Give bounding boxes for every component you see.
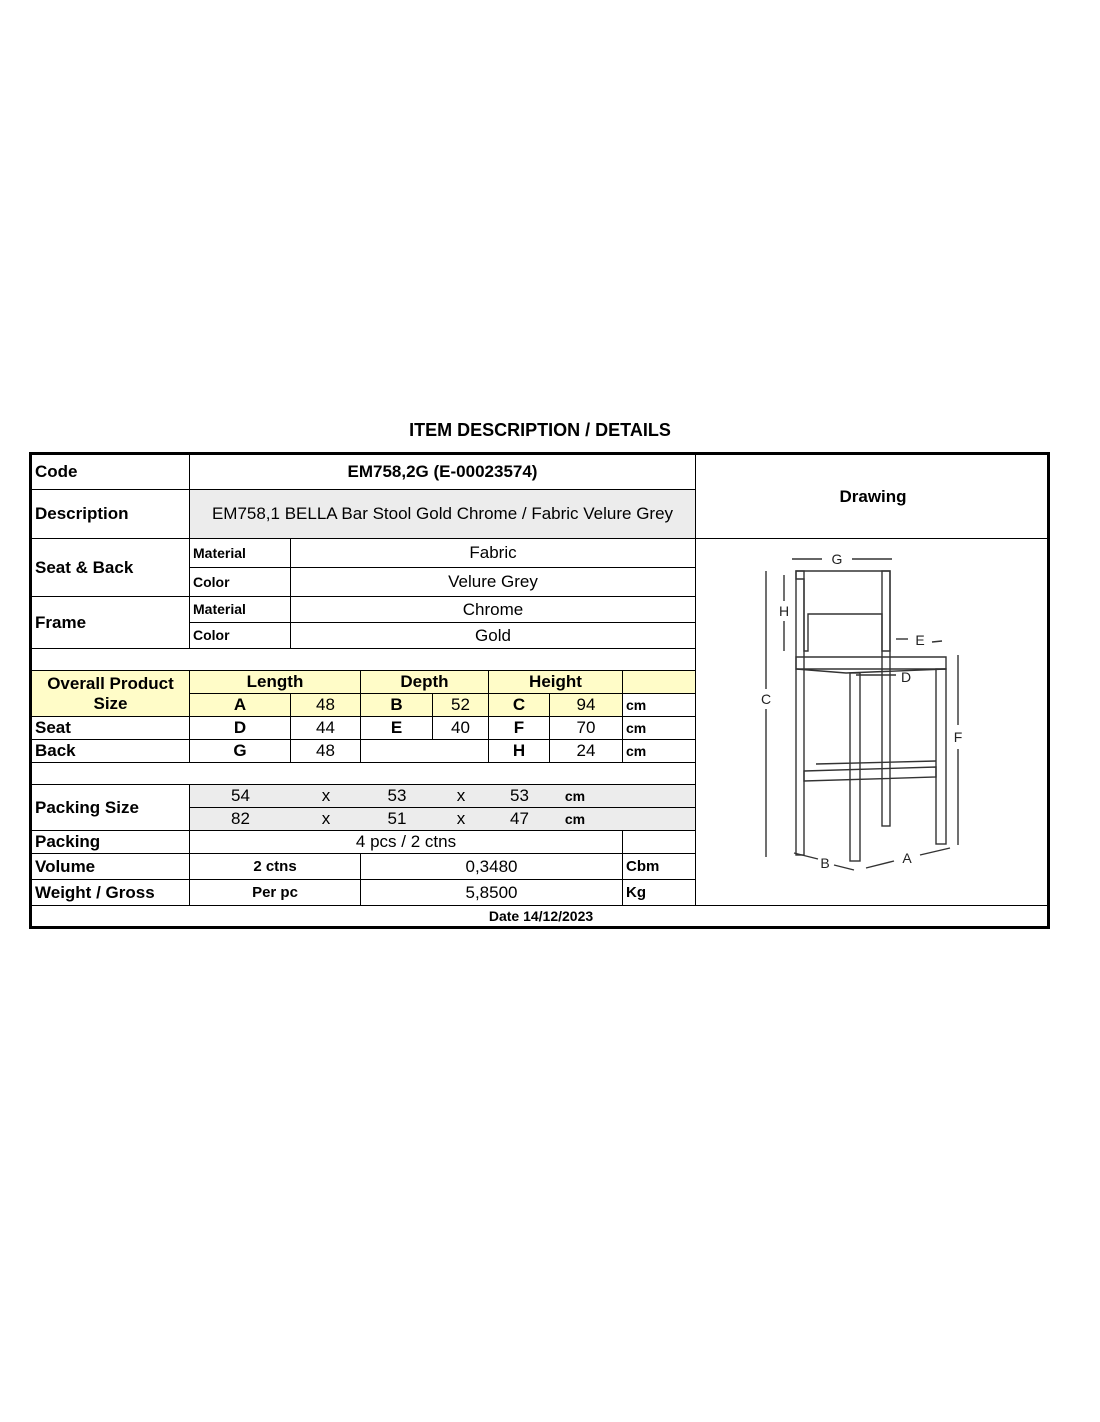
front-right-leg bbox=[936, 669, 946, 844]
packing-empty bbox=[623, 831, 696, 854]
front-left-leg bbox=[850, 673, 860, 861]
pack2-sep-1: x bbox=[321, 809, 331, 829]
pack2-length: 82 bbox=[231, 809, 250, 829]
code-label: Code bbox=[32, 455, 190, 490]
page-title: ITEM DESCRIPTION / DETAILS bbox=[409, 420, 671, 440]
letter-f: F bbox=[953, 729, 963, 745]
pack2-sep-2: x bbox=[456, 809, 466, 829]
seat-back-label: Seat & Back bbox=[32, 539, 190, 597]
dim-c-value: 94 bbox=[550, 694, 623, 717]
volume-unit: Cbm bbox=[623, 854, 696, 880]
seat-top bbox=[796, 657, 946, 669]
code-value: EM758,2G (E-00023574) bbox=[190, 455, 696, 490]
dim-a-label: A bbox=[190, 694, 291, 717]
dim-b-line-left bbox=[794, 853, 818, 859]
dim-g-label: G bbox=[190, 740, 291, 763]
dim-a-line-right bbox=[920, 848, 950, 855]
weight-qty: Per pc bbox=[190, 880, 361, 906]
weight-value: 5,8500 bbox=[361, 880, 623, 906]
spacer-row bbox=[32, 649, 696, 671]
packing-size-row-2 bbox=[190, 808, 696, 831]
seat-label: Seat bbox=[32, 717, 190, 740]
height-header: Height bbox=[489, 671, 623, 694]
spacer-row-2 bbox=[32, 763, 696, 785]
dim-b-line-right bbox=[834, 865, 854, 870]
dim-g-value: 48 bbox=[291, 740, 361, 763]
seat-unit: cm bbox=[623, 717, 696, 740]
frame-material-label: Material bbox=[190, 597, 291, 623]
dim-e-label: E bbox=[361, 717, 433, 740]
frame-label: Frame bbox=[32, 597, 190, 649]
back-empty bbox=[361, 740, 489, 763]
pack1-unit: cm bbox=[564, 787, 586, 804]
overall-unit: cm bbox=[623, 694, 696, 717]
weight-label: Weight / Gross bbox=[32, 880, 190, 906]
dim-d-value: 44 bbox=[291, 717, 361, 740]
dim-a-line-left bbox=[866, 861, 894, 868]
letter-c: C bbox=[760, 691, 772, 707]
packing-size-row-1 bbox=[190, 785, 696, 808]
volume-value: 0,3480 bbox=[361, 854, 623, 880]
volume-label: Volume bbox=[32, 854, 190, 880]
letter-h: H bbox=[778, 603, 790, 619]
dim-a-value: 48 bbox=[291, 694, 361, 717]
back-left-post bbox=[796, 571, 804, 855]
back-right-post bbox=[882, 571, 890, 826]
description-label: Description bbox=[32, 490, 190, 539]
dim-f-label: F bbox=[489, 717, 550, 740]
bar-stool-drawing bbox=[696, 539, 1050, 905]
pack1-sep-2: x bbox=[456, 786, 466, 806]
dim-h-label: H bbox=[489, 740, 550, 763]
seat-back-color: Velure Grey bbox=[291, 568, 696, 597]
dim-b-value: 52 bbox=[433, 694, 489, 717]
dim-b-label: B bbox=[361, 694, 433, 717]
packing-value: 4 pcs / 2 ctns bbox=[190, 831, 623, 854]
volume-qty: 2 ctns bbox=[190, 854, 361, 880]
date-text: Date 14/12/2023 bbox=[488, 907, 594, 924]
spec-sheet bbox=[29, 452, 1050, 929]
frame-color-label: Color bbox=[190, 623, 291, 649]
letter-d: D bbox=[900, 669, 912, 685]
depth-header: Depth bbox=[361, 671, 489, 694]
footrest bbox=[804, 767, 936, 781]
weight-unit: Kg bbox=[623, 880, 696, 906]
back-unit: cm bbox=[623, 740, 696, 763]
letter-a: A bbox=[902, 850, 912, 866]
seat-back-material-label: Material bbox=[190, 539, 291, 568]
dim-e-value: 40 bbox=[433, 717, 489, 740]
dim-h-value: 24 bbox=[550, 740, 623, 763]
dim-c-label: C bbox=[489, 694, 550, 717]
letter-g: G bbox=[831, 551, 843, 567]
seat-back-color-label: Color bbox=[190, 568, 291, 597]
pack1-height: 53 bbox=[510, 786, 529, 806]
back-label: Back bbox=[32, 740, 190, 763]
seat-back-material: Fabric bbox=[291, 539, 696, 568]
pack2-height: 47 bbox=[510, 809, 529, 829]
packing-size-label: Packing Size bbox=[32, 785, 190, 831]
unit-header bbox=[623, 671, 696, 694]
backrest-shape bbox=[796, 571, 890, 651]
dim-d-label: D bbox=[190, 717, 291, 740]
drawing-label: Drawing bbox=[696, 455, 1050, 539]
pack1-width: 53 bbox=[387, 786, 407, 806]
footrest-back-bar bbox=[816, 761, 936, 764]
letter-b: B bbox=[820, 855, 830, 871]
length-header: Length bbox=[190, 671, 361, 694]
description-value: EM758,1 BELLA Bar Stool Gold Chrome / Fabric Velure Grey bbox=[190, 490, 696, 539]
pack2-unit: cm bbox=[564, 810, 586, 827]
pack1-sep-1: x bbox=[321, 786, 331, 806]
overall-size-label: Overall Product Size bbox=[32, 671, 190, 717]
dim-e-line-right bbox=[932, 641, 942, 642]
packing-label: Packing bbox=[32, 831, 190, 854]
pack1-length: 54 bbox=[231, 786, 250, 806]
frame-color: Gold bbox=[291, 623, 696, 649]
letter-e: E bbox=[915, 632, 925, 648]
pack2-width: 51 bbox=[387, 809, 407, 829]
dim-f-value: 70 bbox=[550, 717, 623, 740]
frame-material: Chrome bbox=[291, 597, 696, 623]
